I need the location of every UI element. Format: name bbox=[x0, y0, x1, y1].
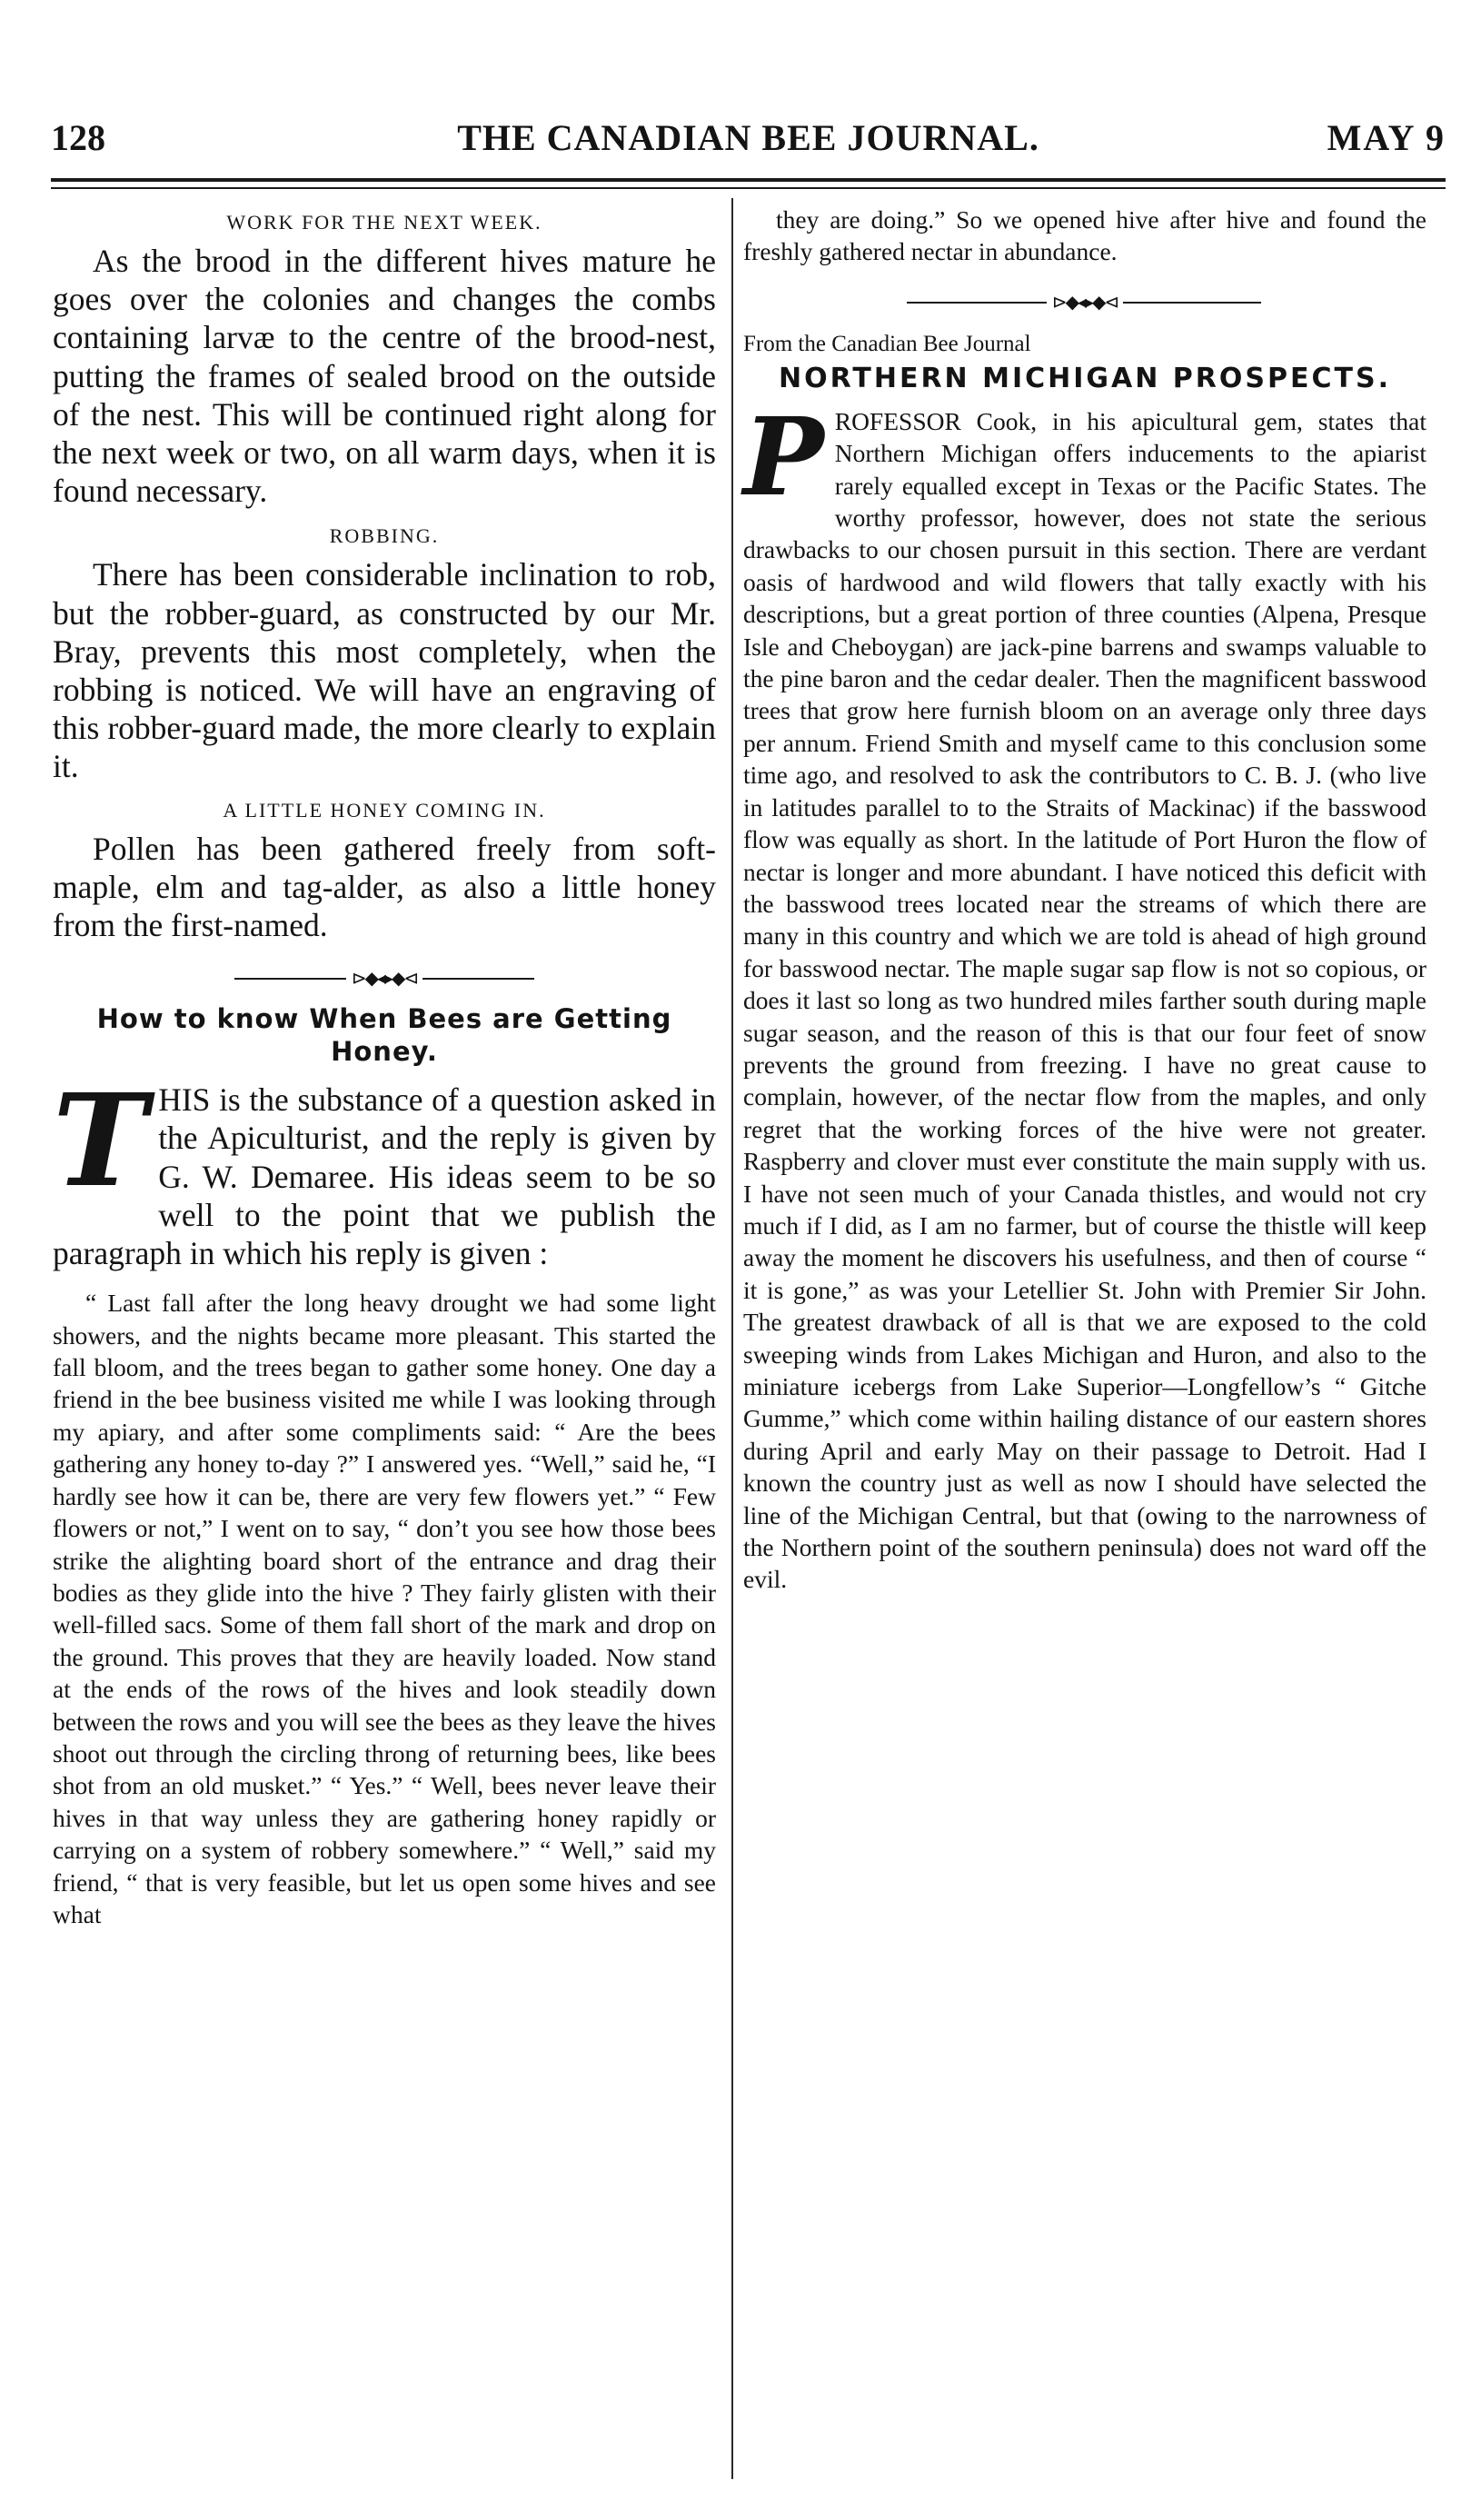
article-body-michigan bbox=[743, 393, 1426, 1596]
continued-text: they are doing.” So we opened hive after hive and found the freshly gathered nectar in abundance. bbox=[743, 205, 1426, 266]
section-heading-work: WORK FOR THE NEXT WEEK. bbox=[226, 211, 542, 234]
drop-cap-p: P bbox=[743, 393, 824, 520]
section-ornament bbox=[53, 961, 716, 997]
section-text-work: As the brood in the different hives mature he goes over the colonies and changes the combs containing larvæ to the centre of the brood-nest, putting the frames of sealed brood on the outside of the nest. This will be continued right along for the next week or two, on all warm days, when it is found necessary. bbox=[53, 243, 716, 510]
journal-title: THE CANADIAN BEE JOURNAL. bbox=[457, 117, 1039, 158]
article-title-bees: How to know When Bees are Getting Honey. bbox=[96, 1003, 672, 1068]
drop-cap-t: T bbox=[53, 1067, 148, 1217]
section-text-honey: Pollen has been gathered freely from soft-maple, elm and tag-alder, as also a little honey from the first-named. bbox=[53, 830, 716, 944]
running-header bbox=[51, 116, 1446, 171]
section-heading-robbing: ROBBING. bbox=[329, 524, 440, 548]
column-divider bbox=[731, 198, 733, 2479]
article-intro bbox=[53, 1067, 716, 1272]
ornament-glyph-right: ⊳◆◂▸◆⊲ bbox=[1047, 284, 1123, 321]
ornament-glyph: ⊳◆◂▸◆⊲ bbox=[346, 961, 422, 997]
section-text-robbing: There has been considerable inclination to rob, but the robber-guard, as constructed by our Mr. Bray, prevents this most completely, when the robbing is noticed. We will have an engraving of this robber-guard made, the more clearly to explain it. bbox=[53, 556, 716, 785]
section-ornament-right bbox=[743, 284, 1426, 321]
left-column bbox=[53, 202, 716, 1930]
issue-date: MAY 9 bbox=[1327, 117, 1446, 158]
section-heading-honey: A LITTLE HONEY COMING IN. bbox=[223, 798, 546, 822]
right-column bbox=[743, 202, 1426, 1596]
header-rule-thin bbox=[51, 187, 1446, 189]
page-number: 128 bbox=[51, 117, 105, 158]
source-credit: From the Canadian Bee Journal bbox=[743, 331, 1031, 356]
article-intro-text: HIS is the substance of a question asked in the Apiculturist, and the reply is given by G. W. Demaree. His ideas seem to be so well to the point that we publish the paragraph in which his reply is given : bbox=[53, 1081, 716, 1272]
article-title-michigan: NORTHERN MICHIGAN PROSPECTS. bbox=[779, 362, 1391, 394]
article-quote: “ Last fall after the long heavy drought we had some light showers, and the nights became more pleasant. This started the fall bloom, and the trees began to gather some honey. One day a friend in the bee business visited me while I was looking through my apiary, and after some compliments said: “ Are the bees gathering any honey to-day ?” I answered yes. “Well,” said he, “I hardly see how it can be, there are very few flowers yet.” “ Few flowers or not,” I went on to say, “ don’t you see how those bees strike the alighting board short of the entrance and drag their bodies as they glide into the hive ? They fairly glisten with their well-filled sacs. Some of them fall short of the mark and drop on the ground. This proves that they are heavily loaded. Now stand at the ends of the rows of the hives and look steadily down between the rows and you will see the bees as they leave the hives shoot out through the circling throng of returning bees, like bees shot from an old musket.” “ Yes.” “ Well, bees never leave their hives in that way unless they are gathering honey rapidly or carrying on a system of robbery somewhere.” “ Well,” said my friend, “ that is very feasible, but let us open some hives and see what bbox=[53, 1289, 716, 1928]
article-text-michigan: ROFESSOR Cook, in his apicultural gem, states that Northern Michigan offers inducements to the apiarist rarely equalled except in Texas or the Pacific States. The worthy professor, however, does not state the serious drawbacks to our chosen pursuit in this section. There are verdant oasis of hardwood and wild flowers that tally exactly with his descriptions, but a great portion of three counties (Alpena, Presque Isle and Cheboygan) are jack-pine barrens and swamps valuable to the pine baron and the cedar dealer. Then the magnificent basswood trees that grow here furnish bloom on an average only three days per annum. Friend Smith and myself came to this conclusion some time ago, and resolved to ask the contributors to C. B. J. (who live in latitudes parallel to to the Straits of Mackinac) if the basswood flow was equally as short. In the latitude of Port Huron the flow of nectar is longer and more abundant. I have noticed this deficit with the basswood trees located near the streams of which there are many in this country and which we are told is ahead of high ground for basswood nectar. The maple sugar sap flow is not so copious, or does it last so long as two hundred miles farther south during maple sugar season, and the reason of this is that our four feet of snow prevents the ground from freezing. I have no great cause to complain, however, of the nectar flow from the maples, and only regret that the working forces of the hive were not greater. Raspberry and clover must ever constitute the main supply with us. I have not seen much of your Canada thistles, and would not cry much if I did, as I am no farmer, but of course the thistle will keep away the moment he discovers his usefulness, and then of course “ it is gone,” as was your Letellier St. John with Premier Sir John. The greatest drawback of all is that we are exposed to the cold sweeping winds from Lakes Michigan and Huron, and also to the miniature icebergs from Lake Superior—Longfellow’s “ Gitche Gumme,” which come within hailing distance of our eastern shores during April and early May on their passage to Detroit. Had I known the country just as well as now I should have selected the line of the Michigan Central, but that (owing to the narrowness of the Northern point of the southern peninsula) does not ward off the evil. bbox=[743, 406, 1426, 1594]
header-rule-thick bbox=[51, 178, 1446, 182]
